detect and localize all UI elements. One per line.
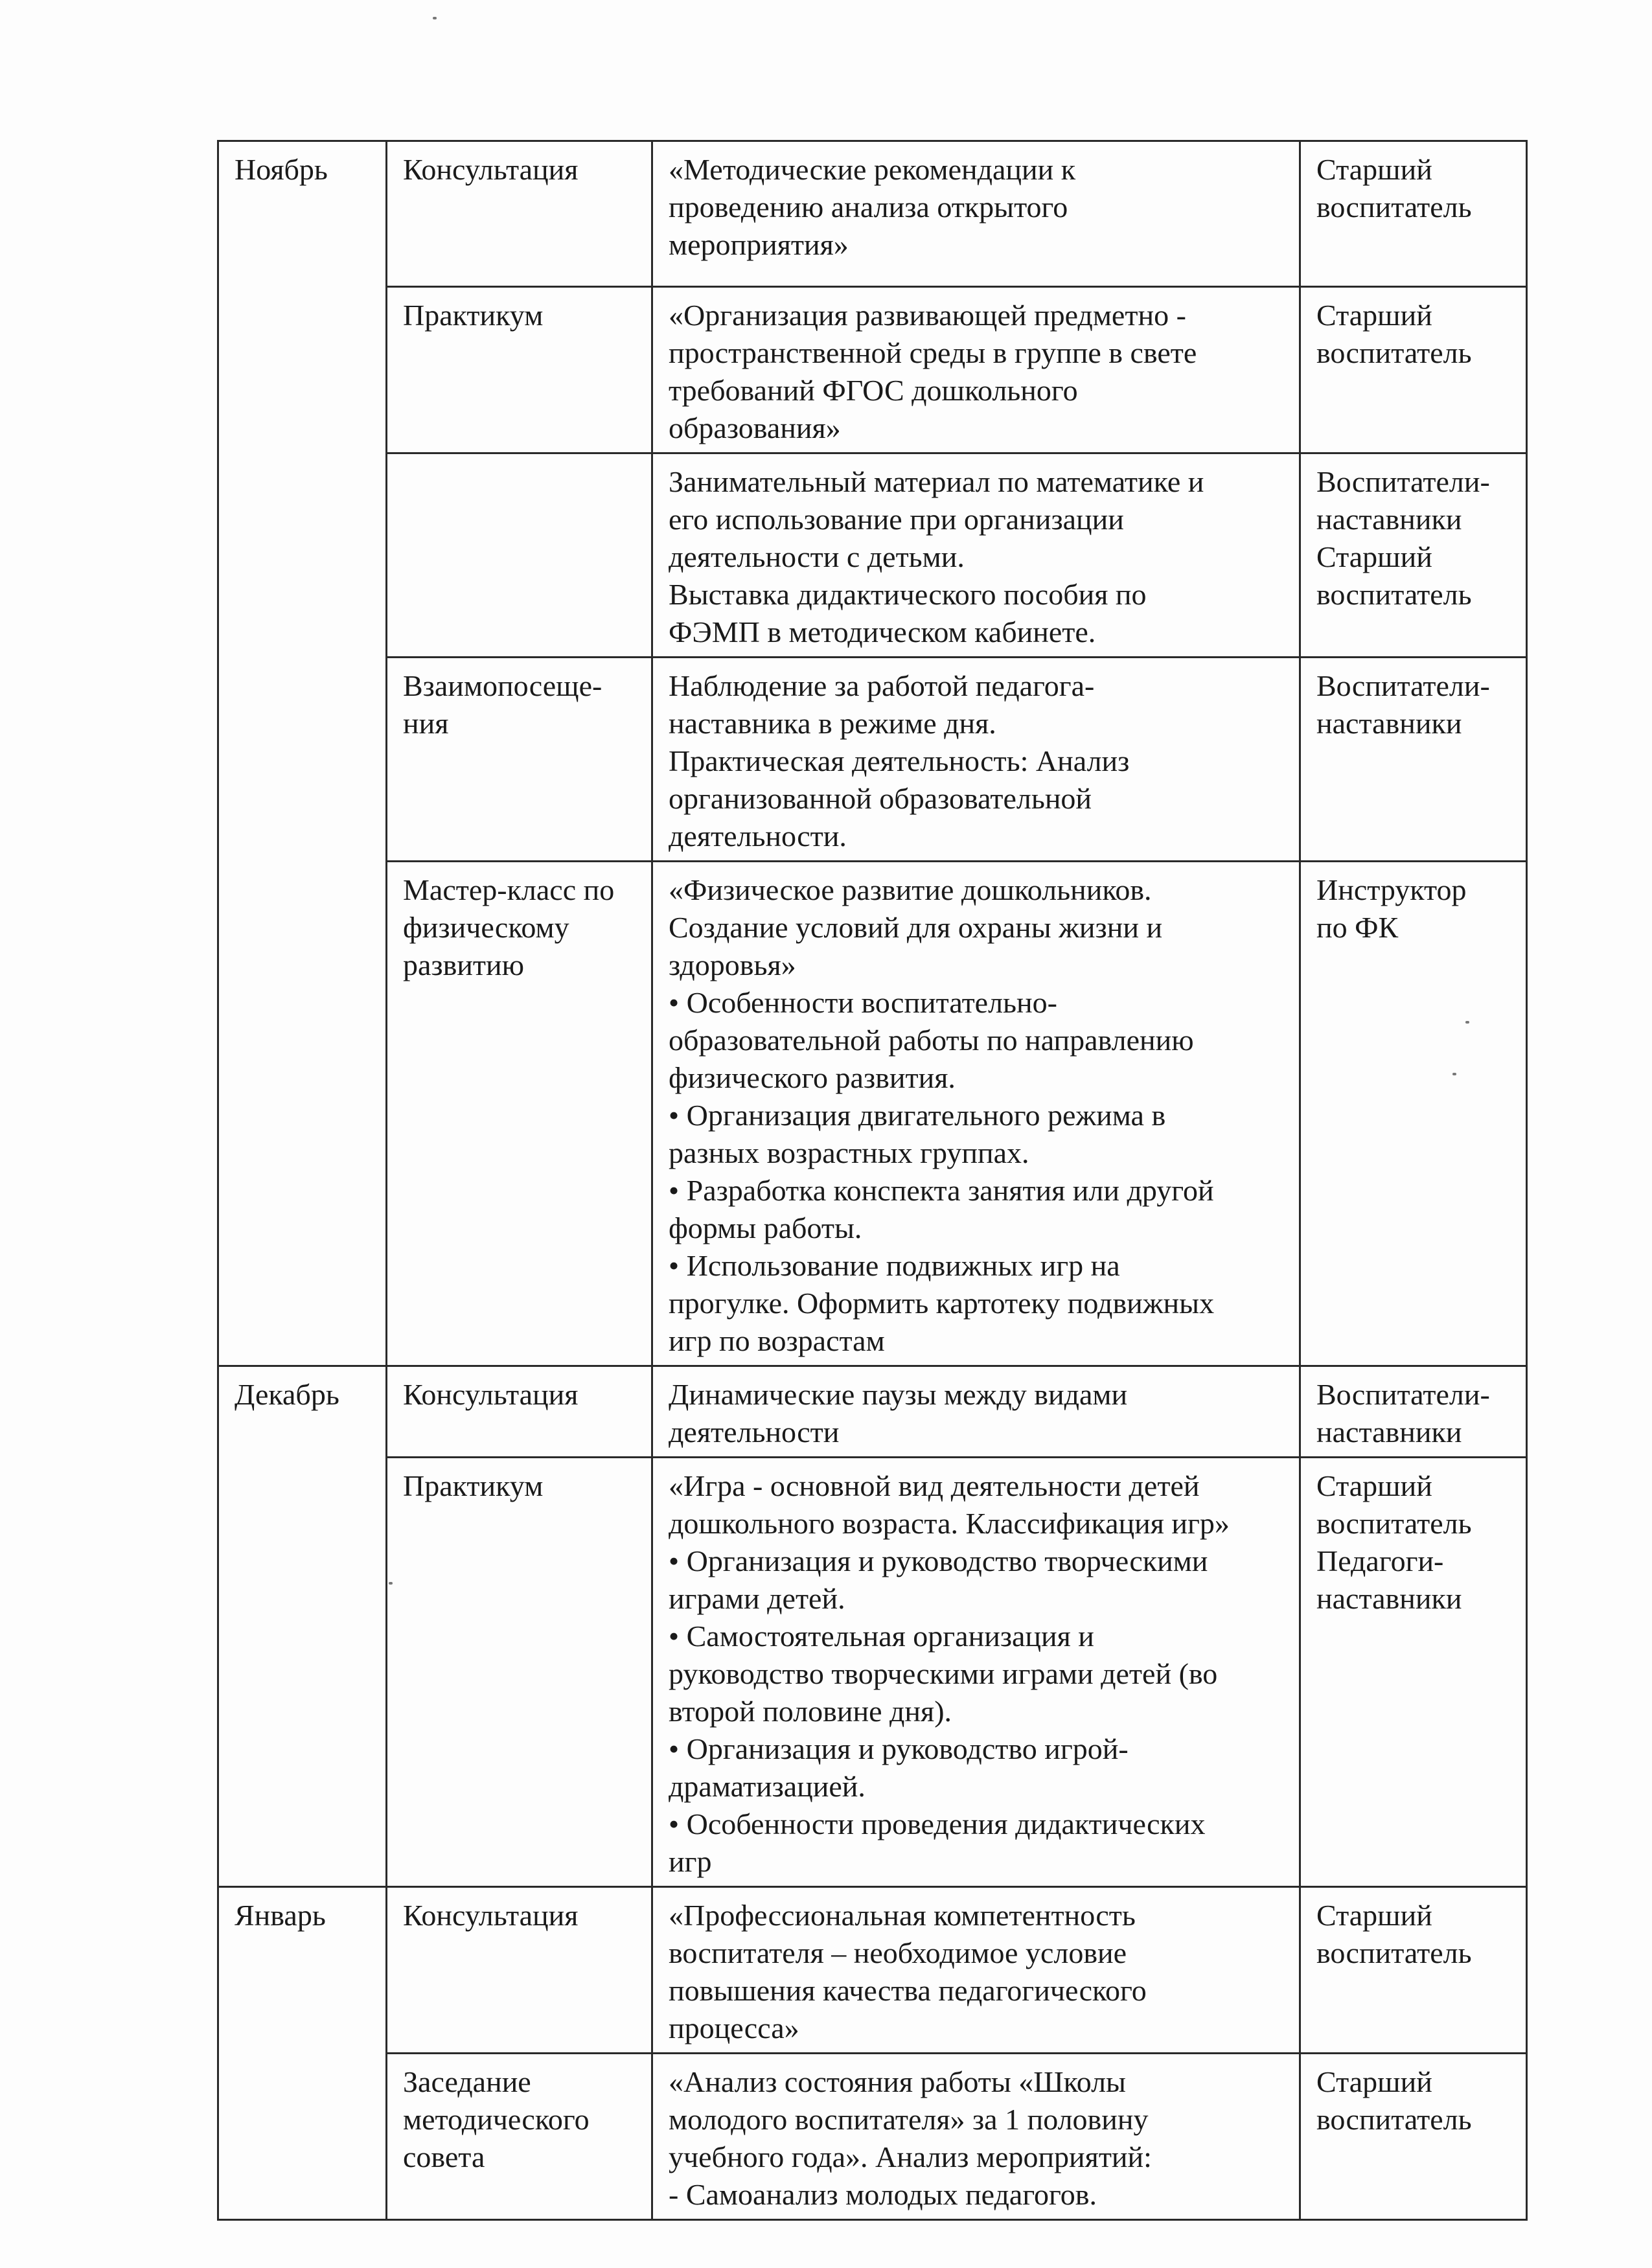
topic-line: «Анализ состояния работы «Школы <box>669 2065 1126 2098</box>
responsible-line: Старший <box>1316 540 1432 573</box>
topic-line: проведению анализа открытого <box>669 190 1068 223</box>
topic-cell <box>652 1458 1300 1887</box>
form-cell <box>387 453 652 658</box>
table-row <box>218 2054 1527 2220</box>
topic-line: формы работы. <box>669 1211 862 1244</box>
topic-line: «Игра - основной вид деятельности детей <box>669 1469 1200 1502</box>
topic-line: его использование при организации <box>669 503 1124 536</box>
form-cell <box>387 1366 652 1458</box>
form-cell <box>387 658 652 862</box>
table-row <box>218 1887 1527 2054</box>
topic-line: Выставка дидактического пособия по <box>669 578 1147 611</box>
responsible-line: воспитатель <box>1316 578 1472 611</box>
responsible-line: Старший <box>1316 153 1432 186</box>
topic-line: процесса» <box>669 2011 799 2045</box>
topic-bullet-line: • Использование подвижных игр на <box>669 1249 1120 1282</box>
topic-line: образования» <box>669 411 841 444</box>
topic-bullet-line: • Разработка конспекта занятия или другой <box>669 1174 1214 1207</box>
month-cell <box>218 141 387 1366</box>
responsible-line: наставники <box>1316 503 1462 536</box>
scan-speck <box>433 17 437 19</box>
responsible-cell <box>1300 453 1527 658</box>
topic-line: организованной образовательной <box>669 782 1092 815</box>
topic-bullet-line: • Организация и руководство игрой- <box>669 1732 1129 1765</box>
responsible-line: воспитатель <box>1316 190 1472 223</box>
responsible-line: Старший <box>1316 1899 1432 1932</box>
topic-cell <box>652 141 1300 287</box>
form-cell <box>387 862 652 1366</box>
form-cell <box>387 1887 652 2054</box>
topic-bullet-line: • Особенности проведения дидактических <box>669 1807 1206 1840</box>
topic-line: руководство творческими играми детей (во <box>669 1657 1218 1690</box>
form-line: развитию <box>403 948 525 981</box>
topic-cell <box>652 287 1300 453</box>
topic-line: образовательной работы по направлению <box>669 1024 1194 1057</box>
form-line: ния <box>403 707 449 740</box>
topic-line: игр по возрастам <box>669 1324 885 1357</box>
topic-line: игр <box>669 1845 712 1878</box>
form-line: методического <box>403 2103 590 2136</box>
responsible-line: воспитатель <box>1316 1936 1472 1969</box>
topic-line: «Профессиональная компетентность <box>669 1899 1136 1932</box>
month-label: Декабрь <box>235 1378 339 1411</box>
table-row <box>218 1366 1527 1458</box>
responsible-cell <box>1300 1887 1527 2054</box>
topic-line: здоровья» <box>669 948 796 981</box>
form-line: физическому <box>403 911 569 944</box>
topic-line: прогулке. Оформить картотеку подвижных <box>669 1287 1215 1320</box>
topic-cell <box>652 453 1300 658</box>
form-line: Мастер-класс по <box>403 873 615 906</box>
table-row <box>218 453 1527 658</box>
responsible-line: Старший <box>1316 1469 1432 1502</box>
topic-line: «Методические рекомендации к <box>669 153 1076 186</box>
topic-line: физического развития. <box>669 1061 956 1094</box>
topic-line: второй половине дня). <box>669 1695 952 1728</box>
topic-line: разных возрастных группах. <box>669 1136 1029 1169</box>
responsible-line: Старший <box>1316 2065 1432 2098</box>
responsible-cell <box>1300 658 1527 862</box>
responsible-line: воспитатель <box>1316 1507 1472 1540</box>
form-cell <box>387 2054 652 2220</box>
form-line: Консультация <box>403 1378 579 1411</box>
form-line: Взаимопосеще- <box>403 669 602 702</box>
form-line: совета <box>403 2140 485 2173</box>
topic-bullet-line: • Организация двигательного режима в <box>669 1099 1166 1132</box>
topic-bullet-line: • Особенности воспитательно- <box>669 986 1057 1019</box>
topic-line: деятельности <box>669 1415 840 1449</box>
responsible-line: по ФК <box>1316 911 1399 944</box>
form-cell <box>387 1458 652 1887</box>
responsible-cell <box>1300 2054 1527 2220</box>
topic-line: деятельности. <box>669 819 847 853</box>
topic-cell <box>652 2054 1300 2220</box>
month-label: Январь <box>235 1899 326 1932</box>
responsible-line: наставники <box>1316 1582 1462 1615</box>
responsible-line: наставники <box>1316 707 1462 740</box>
table-row <box>218 658 1527 862</box>
table-row <box>218 287 1527 453</box>
topic-line: требований ФГОС дошкольного <box>669 374 1078 407</box>
responsible-line: Педагоги- <box>1316 1544 1444 1577</box>
month-cell <box>218 1366 387 1887</box>
table-row <box>218 141 1527 287</box>
topic-bullet-line: • Самостоятельная организация и <box>669 1620 1094 1653</box>
topic-cell <box>652 862 1300 1366</box>
mentoring-plan-table <box>217 140 1528 2221</box>
form-cell <box>387 141 652 287</box>
form-line: Консультация <box>403 153 579 186</box>
responsible-cell <box>1300 1366 1527 1458</box>
responsible-cell <box>1300 1458 1527 1887</box>
responsible-line: наставники <box>1316 1415 1462 1449</box>
topic-line: Наблюдение за работой педагога- <box>669 669 1095 702</box>
topic-line: деятельности с детьми. <box>669 540 965 573</box>
topic-line: драматизацией. <box>669 1770 866 1803</box>
topic-line: молодого воспитателя» за 1 половину <box>669 2103 1149 2136</box>
topic-line: воспитателя – необходимое условие <box>669 1936 1127 1969</box>
form-line: Практикум <box>403 1469 544 1502</box>
form-cell <box>387 287 652 453</box>
topic-line: Практическая деятельность: Анализ <box>669 744 1130 777</box>
responsible-line: Инструктор <box>1316 873 1467 906</box>
responsible-cell <box>1300 287 1527 453</box>
topic-line: дошкольного возраста. Классификация игр» <box>669 1507 1230 1540</box>
responsible-cell <box>1300 862 1527 1366</box>
topic-line: мероприятия» <box>669 228 849 261</box>
responsible-cell <box>1300 141 1527 287</box>
topic-line: пространственной среды в группе в свете <box>669 336 1197 369</box>
form-line: Консультация <box>403 1899 579 1932</box>
responsible-line: Воспитатели- <box>1316 669 1490 702</box>
topic-line: «Физическое развитие дошкольников. <box>669 873 1152 906</box>
responsible-line: Воспитатели- <box>1316 1378 1490 1411</box>
topic-line: играми детей. <box>669 1582 845 1615</box>
topic-cell <box>652 658 1300 862</box>
topic-line: Занимательный материал по математике и <box>669 465 1204 498</box>
topic-line: «Организация развивающей предметно - <box>669 299 1186 332</box>
form-line: Практикум <box>403 299 544 332</box>
topic-line: Создание условий для охраны жизни и <box>669 911 1163 944</box>
topic-cell <box>652 1887 1300 2054</box>
topic-cell <box>652 1366 1300 1458</box>
month-cell <box>218 1887 387 2220</box>
month-label: Ноябрь <box>235 153 328 186</box>
topic-line: учебного года». Анализ мероприятий: <box>669 2140 1152 2173</box>
topic-line: Динамические паузы между видами <box>669 1378 1128 1411</box>
topic-bullet-line: • Организация и руководство творческими <box>669 1544 1208 1577</box>
table-row <box>218 1458 1527 1887</box>
topic-line: - Самоанализ молодых педагогов. <box>669 2178 1097 2211</box>
responsible-line: Воспитатели- <box>1316 465 1490 498</box>
responsible-line: воспитатель <box>1316 2103 1472 2136</box>
table-row <box>218 862 1527 1366</box>
responsible-line: Старший <box>1316 299 1432 332</box>
topic-line: наставника в режиме дня. <box>669 707 996 740</box>
topic-line: повышения качества педагогического <box>669 1974 1147 2007</box>
topic-line: ФЭМП в методическом кабинете. <box>669 615 1096 648</box>
responsible-line: воспитатель <box>1316 336 1472 369</box>
form-line: Заседание <box>403 2065 531 2098</box>
